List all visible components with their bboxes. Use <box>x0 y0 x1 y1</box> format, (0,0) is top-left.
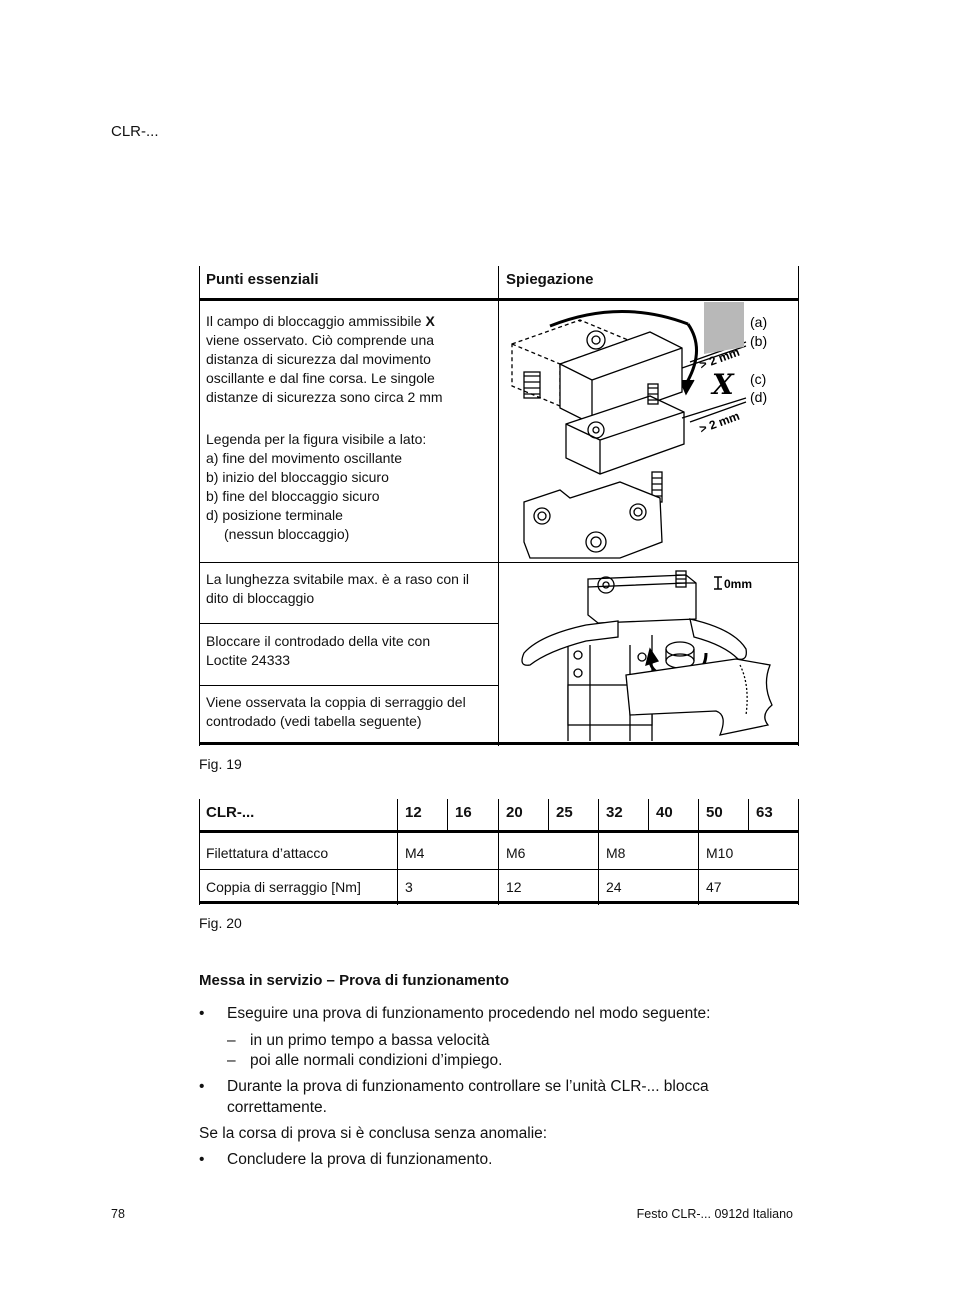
table-border <box>548 799 549 831</box>
table-cell: 47 <box>706 879 722 895</box>
bullet-text: Durante la prova di funzionamento controllare se l’unità CLR-... blocca correttamente. <box>227 1078 709 1116</box>
doc-reference: Festo CLR-... 0912d Italiano <box>636 1207 793 1221</box>
table-border <box>498 799 499 905</box>
locknut-diagram <box>500 565 797 741</box>
row1-text: Il campo di bloccaggio ammissibile X viene osservato. Ciò comprende una distanza di sicurezza dal movimento oscillante e dal fine corsa. Le singole distanze di sicurezza sono circa 2 mm <box>206 313 443 405</box>
table-border <box>698 799 699 905</box>
bullet-marker: • <box>199 1005 205 1022</box>
svg-text:> 2 mm: > 2 mm <box>697 344 742 373</box>
table-border <box>397 799 398 905</box>
table-divider <box>199 623 499 624</box>
fig20-caption: Fig. 20 <box>199 915 242 931</box>
col-header-spiegazione: Spiegazione <box>506 271 594 288</box>
table-divider <box>199 562 799 563</box>
size-header: 40 <box>656 804 673 821</box>
clamping-range-diagram <box>500 302 797 560</box>
svg-text:(c): (c) <box>750 371 767 387</box>
table-border <box>748 799 749 831</box>
svg-text:X: X <box>712 368 734 401</box>
table-cell: 24 <box>606 879 622 895</box>
bullet-text: Concludere la prova di funzionamento. <box>227 1151 493 1168</box>
row-label-torque: Coppia di serraggio [Nm] <box>206 879 361 895</box>
table-border <box>798 799 799 905</box>
row-label-thread: Filettatura d’attacco <box>206 845 329 861</box>
table-cell: M8 <box>606 845 626 861</box>
table-divider <box>199 685 499 686</box>
table-border <box>498 266 499 746</box>
fig20-table <box>199 799 799 905</box>
table-divider <box>199 298 799 301</box>
fig19-table <box>199 266 799 746</box>
table-divider <box>199 742 799 745</box>
svg-text:0mm: 0mm <box>724 577 753 591</box>
row3-text: Bloccare il controdado della vite con Loctite 24333 <box>206 633 431 668</box>
paragraph: Se la corsa di prova si è conclusa senza anomalie: <box>199 1125 548 1142</box>
bullet-marker: • <box>199 1078 205 1095</box>
table-border <box>199 266 200 746</box>
fig20-header-label: CLR-... <box>206 804 255 821</box>
table-border <box>447 799 448 831</box>
table-border <box>798 266 799 746</box>
table-cell: 12 <box>506 879 522 895</box>
table-border <box>598 799 599 905</box>
row4-text: Viene osservata la coppia di serraggio del controdado (vedi tabella seguente) <box>206 694 466 729</box>
table-border <box>199 799 200 905</box>
bullet-text: Eseguire una prova di funzionamento procedendo nel modo seguente: <box>227 1005 711 1022</box>
size-header: 12 <box>405 804 422 821</box>
size-header: 20 <box>506 804 523 821</box>
bullet-marker: • <box>199 1151 205 1168</box>
svg-text:> 2 mm: > 2 mm <box>697 408 742 437</box>
dash-marker: – <box>227 1032 236 1049</box>
sub-item: poi alle normali condizioni d’impiego. <box>250 1052 503 1069</box>
size-header: 50 <box>706 804 723 821</box>
table-cell: M6 <box>506 845 526 861</box>
size-header: 16 <box>455 804 472 821</box>
row2-text: La lunghezza svitabile max. è a raso con il dito di bloccaggio <box>206 571 470 606</box>
svg-text:(b): (b) <box>750 333 768 349</box>
legend-text: Legenda per la figura visibile a lato: a) fine del movimento oscillante b) inizio del bloccaggio sicuro b) fine del bloccaggio sicuro d) posizione terminale (nessun bloccaggio) <box>206 431 427 542</box>
table-divider <box>199 830 799 833</box>
table-border <box>648 799 649 831</box>
dash-marker: – <box>227 1052 236 1069</box>
table-cell: M10 <box>706 845 734 861</box>
table-cell: 3 <box>405 879 413 895</box>
doc-header-code: CLR-... <box>111 123 159 140</box>
size-header: 63 <box>756 804 773 821</box>
size-header: 32 <box>606 804 623 821</box>
sub-item: in un primo tempo a bassa velocità <box>250 1032 490 1049</box>
table-cell: M4 <box>405 845 425 861</box>
table-divider <box>199 901 799 904</box>
fig19-caption: Fig. 19 <box>199 756 242 772</box>
page-number: 78 <box>111 1207 125 1221</box>
size-header: 25 <box>556 804 573 821</box>
table-divider <box>199 869 799 870</box>
svg-text:(d): (d) <box>750 389 768 405</box>
col-header-punti: Punti essenziali <box>206 271 319 288</box>
svg-text:(a): (a) <box>750 314 768 330</box>
section-title: Messa in servizio – Prova di funzionamento <box>199 972 510 989</box>
